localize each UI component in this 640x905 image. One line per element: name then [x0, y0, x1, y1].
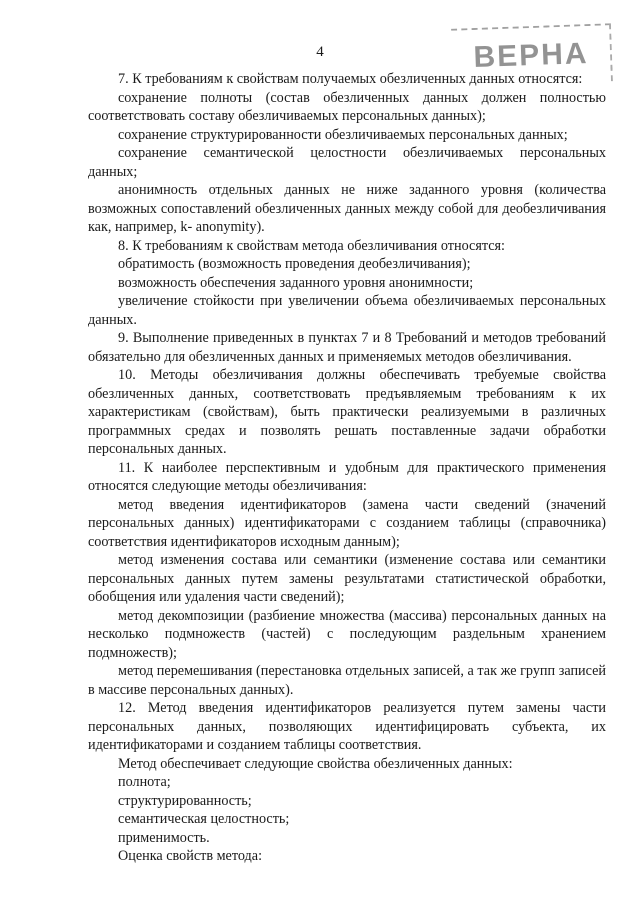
paragraph: Метод обеспечивает следующие свойства обезличенных данных:: [118, 755, 513, 772]
paragraph: сохранение семантической целостности обезличиваемых персональных данных;: [88, 145, 606, 180]
certification-stamp: ВЕРНА: [451, 23, 613, 87]
paragraph: сохранение структурированности обезличиваемых персональных данных;: [118, 126, 568, 143]
paragraph: 8. К требованиям к свойствам метода обезличивания относятся:: [118, 237, 505, 254]
paragraph: 9. Выполнение приведенных в пунктах 7 и 8 Требований и методов требований обязательно для обезличенных данных и применяемых методов обезличивания.: [88, 330, 606, 365]
paragraph: метод декомпозиции (разбиение множества (массива) персональных данных на несколько подмножеств (частей) с последующим раздельным хранением подмножеств);: [88, 607, 606, 661]
paragraph: метод введения идентификаторов (замена части сведений (значений персональных данных) идентификаторами с созданием таблицы (справочника) соответствия идентификаторов исходным данным);: [88, 496, 606, 550]
paragraph: сохранение полноты (состав обезличенных данных должен полностью соответствовать составу обезличиваемых персональных данных);: [88, 89, 606, 124]
paragraph: увеличение стойкости при увеличении объема обезличиваемых персональных данных.: [88, 293, 606, 328]
paragraph: 12. Метод введения идентификаторов реализуется путем замены части персональных данных, позволяющих идентифицировать субъекта, их идентификаторами и созданием таблицы соответствия.: [88, 700, 606, 753]
paragraph: 11. К наиболее перспективным и удобным для практического применения относятся следующие методы обезличивания:: [88, 459, 606, 494]
paragraph: возможность обеспечения заданного уровня анонимности;: [118, 274, 474, 291]
paragraph: применимость.: [118, 829, 210, 846]
paragraph: анонимность отдельных данных не ниже заданного уровня (количества возможных сопоставлений обезличенных данных между собой для деобезличивания как, например, k- anonymity).: [88, 182, 606, 235]
page-number: 4: [316, 44, 324, 60]
paragraph: метод перемешивания (перестановка отдельных записей, а так же групп записей в массиве персональных данных).: [88, 663, 606, 698]
paragraph: Оценка свойств метода:: [118, 848, 263, 864]
paragraph: 7. К требованиям к свойствам получаемых обезличенных данных относятся:: [118, 71, 583, 87]
document-body: [88, 70, 606, 866]
paragraph: полнота;: [118, 774, 171, 790]
paragraph: семантическая целостность;: [118, 811, 290, 827]
paragraph: метод изменения состава или семантики (изменение состава или семантики персональных данных путем замены результатами статистической обработки, обобщения или удаления части сведений);: [88, 552, 606, 605]
paragraph: 10. Методы обезличивания должны обеспечивать требуемые свойства обезличенных данных, соответствовать предъявляемым требованиям к их характеристикам (свойствам), быть практически реализуемыми в различных программных средах и позволять решать поставленные задачи обработки персональных данных.: [88, 367, 606, 457]
paragraph: структурированность;: [118, 792, 252, 809]
paragraph: обратимость (возможность проведения деобезличивания);: [118, 256, 471, 272]
